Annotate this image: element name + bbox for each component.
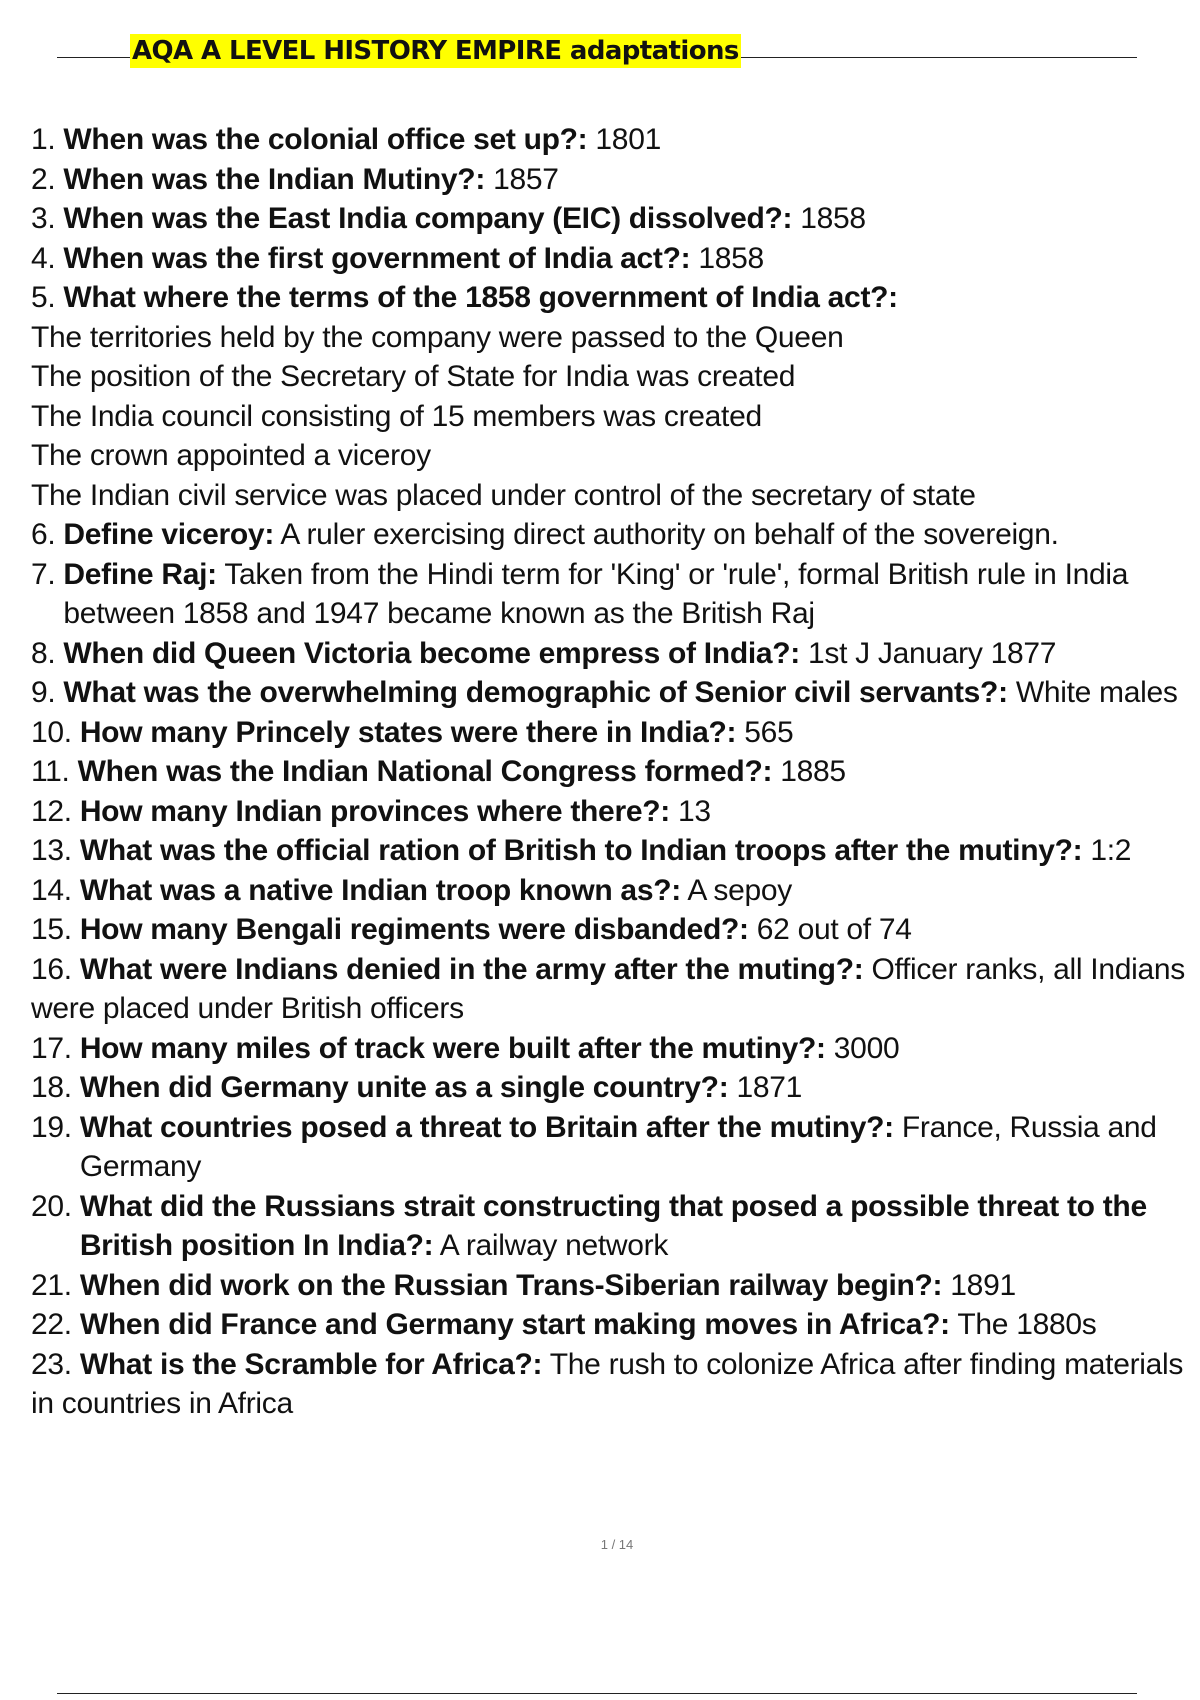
question-text: When was the first government of India act?: [63,241,691,275]
question-text: What was a native Indian troop known as?: [79,873,681,907]
item-body [31,1187,1200,1266]
question-item [31,713,1200,753]
question-text: When was the Indian Mutiny?: [63,162,486,196]
answer-text: 1st J January 1877 [808,636,1057,670]
question-item [31,1029,1200,1069]
question-item [31,871,1200,911]
question-text: How many Princely states were there in India?: [79,715,737,749]
item-number: 10. [31,715,72,749]
question-item [31,160,1200,200]
page-number: 1 / 14 [600,1537,634,1552]
answer-text: France, Russia and Germany [79,1110,1157,1183]
item-number: 23. [31,1347,72,1381]
item-number: 5. [31,281,56,314]
question-item [31,831,1200,871]
answer-text: Taken from the Hindi term for 'King' or 'rule', formal British rule in India between 1858 and 1947 became known as the British Raj [63,557,1129,630]
question-text: What was the official ration of British to Indian troops after the mutiny?: [79,834,1083,867]
item-body [31,160,1200,200]
answer-text: White males [1015,676,1178,709]
answer-text: 1871 [736,1071,802,1104]
item-body [31,950,1200,1029]
question-text: When did Queen Victoria become empress of India?: [63,636,800,670]
question-text: When was the colonial office set up?: [63,123,588,156]
answer-text: A sepoy [687,873,792,907]
answer-text: 13 [677,794,711,828]
item-body [31,871,1200,911]
act-term-line: The crown appointed a viceroy [31,439,431,472]
document-title: AQA A LEVEL HISTORY EMPIRE adaptations [132,36,739,66]
question-text: What did the Russians strait constructing that posed a possible threat to the British position In India?: [79,1189,1147,1262]
item-body [31,1345,1200,1424]
item-body [31,555,1200,634]
answer-text: 62 out of 74 [756,913,912,946]
question-item [31,634,1200,674]
item-number: 17. [31,1031,72,1065]
answer-text: 1801 [595,123,661,156]
question-text: When was the Indian National Congress formed?: [77,755,773,788]
question-item [31,1266,1200,1306]
answer-text: 565 [744,715,794,749]
item-body [31,792,1200,832]
question-item [31,120,1200,160]
item-body [31,713,1200,753]
item-number: 11. [31,755,70,788]
question-item [31,910,1200,950]
item-body [31,120,1200,160]
question-item [31,278,1200,318]
question-item [31,673,1200,713]
item-number: 1. [31,123,56,156]
answer-text: 3000 [833,1031,900,1065]
question-text: What where the terms of the 1858 government of India act?: [63,281,898,314]
item-body [31,1068,1200,1108]
item-body [31,1108,1200,1187]
item-number: 7. [31,557,56,591]
answer-text: A ruler exercising direct authority on behalf of the sovereign. [280,518,1059,551]
item-body [31,634,1200,674]
item-number: 6. [31,518,56,551]
item-body [31,278,1200,318]
item-body [31,239,1200,279]
question-item [31,555,1200,634]
item-number: 14. [31,873,72,907]
item-number: 22. [31,1308,72,1341]
question-text: How many Indian provinces where there?: [79,794,670,828]
question-item [31,1187,1200,1266]
question-item [31,792,1200,832]
answer-text: 1857 [493,162,559,196]
act-term-line: The Indian civil service was placed under control of the secretary of state [31,478,976,512]
item-number: 15. [31,913,72,946]
question-item [31,1345,1200,1424]
question-text: What were Indians denied in the army after the muting?: [79,952,864,986]
item-body [31,1266,1200,1306]
question-item [31,1068,1200,1108]
item-body [31,199,1200,239]
question-text: When did work on the Russian Trans-Siberian railway begin?: [79,1268,943,1302]
item-body [31,673,1200,713]
question-item [31,239,1200,279]
item-number: 8. [31,636,56,670]
item-number: 16. [31,952,72,986]
item-body [31,831,1200,871]
item-number: 4. [31,241,56,275]
act-term-line: The territories held by the company were passed to the Queen [31,320,844,354]
item-number: 19. [31,1110,72,1144]
answer-text: 1:2 [1090,834,1132,867]
answer-text: A railway network [439,1229,669,1262]
question-text: What countries posed a threat to Britain after the mutiny?: [79,1110,894,1144]
act-term-line: The India council consisting of 15 members was created [31,399,762,433]
item-body [31,1029,1200,1069]
item-number: 21. [31,1268,72,1302]
question-text: Define Raj: [63,557,217,591]
question-item [31,950,1200,1029]
question-item [31,515,1200,555]
item-number: 13. [31,834,72,867]
item-number: 12. [31,794,72,828]
item-body [31,910,1200,950]
question-text: Define viceroy: [63,518,275,551]
answer-text: 1885 [780,755,846,788]
question-text: How many miles of track were built after the mutiny?: [79,1031,826,1065]
answer-text: Officer ranks, all Indians were placed under British officers [31,952,1185,1025]
item-body [31,515,1200,555]
answer-text: 1891 [950,1268,1016,1302]
footer-rule [57,1693,1137,1694]
item-number: 2. [31,162,56,196]
item-body [31,752,1200,792]
question-item [31,199,1200,239]
question-text: What is the Scramble for Africa?: [79,1347,543,1381]
answer-text: The rush to colonize Africa after finding materials in countries in Africa [31,1347,1184,1420]
answer-text: 1858 [698,241,764,275]
item-number: 18. [31,1071,72,1104]
question-item [31,752,1200,792]
question-text: When was the East India company (EIC) dissolved?: [63,202,793,235]
act-term-line: The position of the Secretary of State for India was created [31,360,796,393]
item-body [31,1305,1200,1345]
question-item [31,1108,1200,1187]
item-number: 9. [31,676,56,709]
question-text: What was the overwhelming demographic of Senior civil servants?: [63,676,1008,709]
question-text: When did Germany unite as a single country?: [79,1071,729,1104]
question-text: How many Bengali regiments were disbanded?: [79,913,749,946]
question-item [31,1305,1200,1345]
item-number: 3. [31,202,56,235]
answer-text: 1858 [800,202,866,235]
question-text: When did France and Germany start making moves in Africa?: [79,1308,950,1341]
answer-text: The 1880s [957,1308,1097,1341]
item-number: 20. [31,1189,72,1223]
question-list [31,120,1200,1424]
